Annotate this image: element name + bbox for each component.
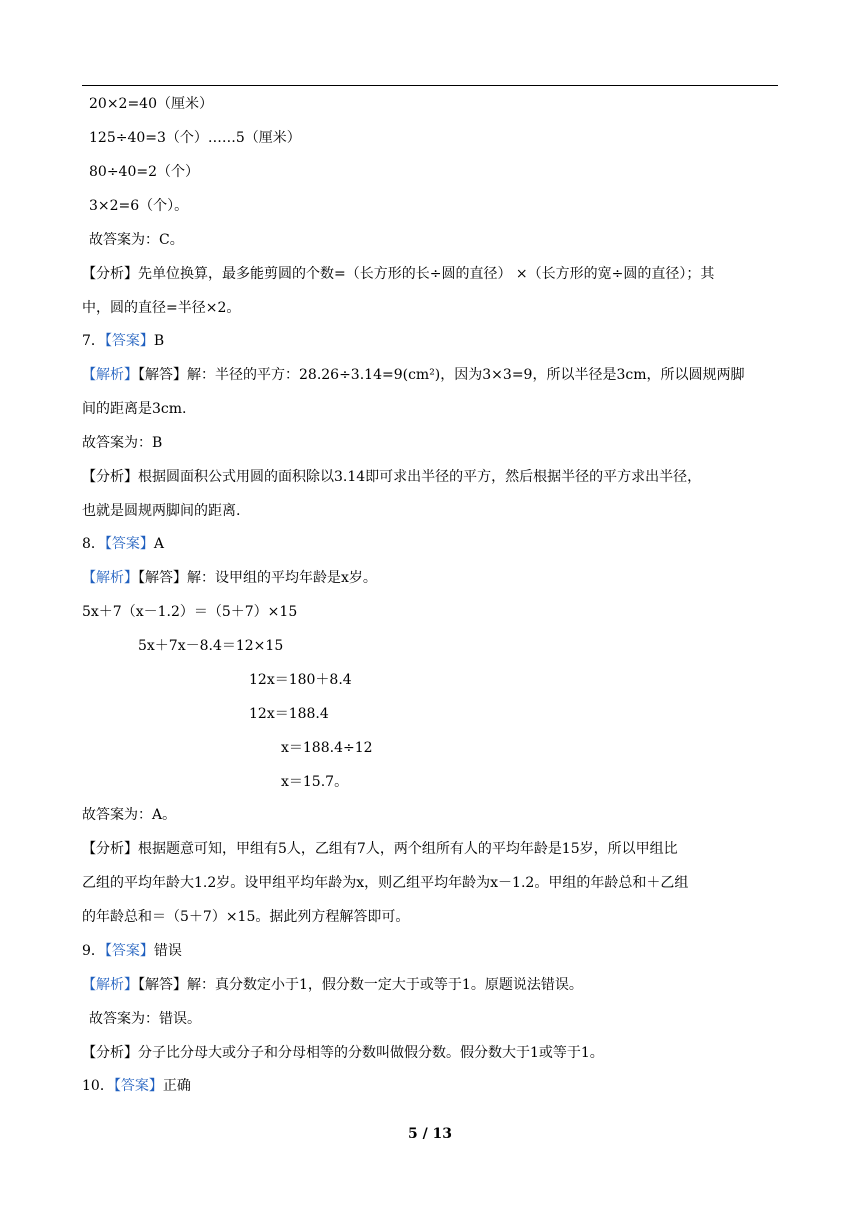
question-8-answer [82,534,164,554]
answer-value: 正确 [162,1078,191,1094]
solution-line [82,975,583,995]
question-number: 9． [82,943,105,959]
solution-line [82,365,744,385]
text-line: 间的距离是3cm. [82,401,187,417]
solution-text: 【解答】解：设甲组的平均年龄是x岁。 [138,570,377,586]
analysis-line: 【分析】根据题意可知，甲组有5人，乙组有7人，两个组所有人的平均年龄是15岁，所以甲组比 [82,841,678,857]
answer-value: B [153,333,165,349]
text-line: 故答案为：错误。 [89,1011,201,1027]
solution-text: 【解答】解：半径的平方：28.26÷3.14=9(cm²)，因为3×3=9，所以半径是3cm，所以圆规两脚 [138,367,745,383]
solution-text: 【解答】解：真分数定小于1，假分数一定大于或等于1。原题说法错误。 [138,977,583,993]
answer-label: 【答案】 [104,536,154,552]
analysis-line: 【分析】分子比分母大或分子和分母相等的分数叫做假分数。假分数大于1或等于1。 [82,1045,604,1061]
question-7-answer [82,331,164,351]
text-line: 乙组的平均年龄大1.2岁。设甲组平均年龄为x，则乙组平均年龄为x－1.2。甲组的年龄总和＋乙组 [82,875,689,891]
solution-line [82,568,377,588]
answer-value: 错误 [153,943,182,959]
equation-line: 5x＋7x－8.4＝12×15 [138,638,284,654]
equation-line: x＝188.4÷12 [281,740,373,756]
text-line: 125÷40=3（个）……5（厘米） [89,130,301,146]
answer-value: A [153,536,165,552]
equation-line: 12x＝180＋8.4 [249,672,352,688]
text-line: 的年龄总和＝（5＋7）×15。据此列方程解答即可。 [82,909,410,925]
question-number: 8． [82,536,105,552]
text-line: 3×2=6（个）。 [89,198,189,214]
equation-line: 12x＝188.4 [249,706,329,722]
text-line: 故答案为：A。 [82,807,177,823]
analysis-line: 【分析】根据圆面积公式用圆的面积除以3.14即可求出半径的平方，然后根据半径的平方求出半径， [82,469,702,485]
analysis-label: 【解析】 [82,570,138,586]
text-line: 故答案为：C。 [89,232,184,248]
answer-label: 【答案】 [104,943,154,959]
equation-line: x＝15.7。 [281,774,349,790]
analysis-label: 【解析】 [82,977,138,993]
answer-label: 【答案】 [104,333,154,349]
question-9-answer [82,941,182,961]
text-line: 20×2=40（厘米） [89,96,213,112]
analysis-label: 【解析】 [82,367,138,383]
analysis-line: 【分析】先单位换算，最多能剪圆的个数=（长方形的长÷圆的直径） ×（长方形的宽÷圆的直径）；其 [82,266,715,282]
page-number: 5 / 13 [407,1126,453,1142]
equation-line: 5x＋7（x－1.2）＝（5＋7）×15 [82,604,298,620]
question-number: 10． [82,1078,114,1094]
question-number: 7． [82,333,105,349]
text-line: 80÷40=2（个） [89,164,199,180]
text-line: 中，圆的直径=半径×2。 [82,300,241,316]
question-10-answer [82,1076,191,1096]
text-line: 也就是圆规两脚间的距离. [82,503,241,519]
header-rule [82,85,778,86]
text-line: 故答案为：B [82,435,163,451]
answer-label: 【答案】 [113,1078,163,1094]
